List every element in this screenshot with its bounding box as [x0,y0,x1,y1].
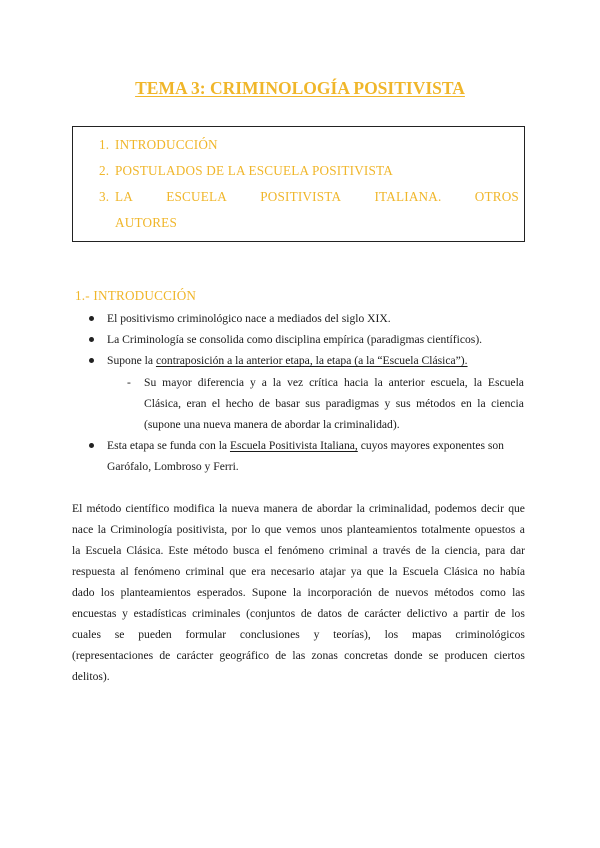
word: delictivo [406,607,448,620]
word: formular [185,628,227,641]
paragraph-line-4 [72,566,525,578]
word: la [356,502,365,515]
underlined-phrase: Escuela Positivista Italiana, [229,439,358,452]
paragraph-line-3 [72,545,525,557]
word: vemos [285,523,317,536]
paragraph-line-5 [72,587,525,599]
word: la [477,397,486,410]
bullet-item-4: Esta etapa se funda con la Escuela Positivista Italiana, cuyos mayores exponentes son [107,439,504,452]
word: pueden [138,628,172,641]
toc-item-3-line-2: AUTORES [115,215,177,230]
word: teorías), [333,628,371,641]
word: dado [72,586,95,599]
subitem-line-3: (supone una nueva manera de abordar la criminalidad). [144,418,400,431]
word: el [211,397,221,410]
word: positivista, [176,523,228,536]
underlined-phrase: contraposición a la anterior etapa, la etapa (a la “Escuela Clásica”). [155,354,468,367]
word: de [300,607,312,620]
paragraph-line-9: delitos). [72,670,110,683]
word: a [452,607,459,620]
word: Supone [251,586,287,599]
word: esperados. [197,586,246,599]
word: los [511,607,525,620]
word: producen [444,649,488,662]
word: busca [232,544,260,557]
word: era [251,565,266,578]
word: incorporación [307,586,372,599]
word: lo [251,523,261,536]
word: y [122,607,128,620]
word: la [374,376,383,389]
word: zonas [311,649,338,662]
word: que [508,502,525,515]
word: geográfico [219,649,269,662]
word: de [494,607,506,620]
word: El [72,502,83,515]
word: y [249,376,256,389]
toc-item-3-line-1: LA ESCUELA POSITIVISTA ITALIANA. OTROS [115,189,519,204]
paragraph-line-1 [72,503,525,515]
word: la [272,376,282,389]
word: necesario [270,565,315,578]
word: carácter [364,607,401,620]
word: las [292,649,306,662]
word: Clásica, [144,397,182,410]
word: manera [263,502,298,515]
word: a [261,376,267,389]
word: criminal [328,544,368,557]
word: Escuela [487,376,524,389]
word: estadísticas [133,607,187,620]
word: modifica [173,502,215,515]
word: mapas [411,628,442,641]
word: hecho [225,397,254,410]
word: sus [305,397,321,410]
word: ciertos [493,649,525,662]
word: nuevos [395,586,429,599]
word: la [388,565,398,578]
word: la [218,502,228,515]
word: para [485,544,506,557]
word: planteamientos [346,523,418,536]
word: mayor [162,376,192,389]
word: cuales [72,628,101,641]
word: criminológicos [455,628,525,641]
bullet-item-2: La Criminología se consolida como disciplina empírica (paradigmas científicos). [107,333,483,346]
word: escuela, [430,376,468,389]
word: eran [186,397,207,410]
bullet-icon [89,358,94,363]
word: la [473,376,482,389]
word: de [378,586,390,599]
word: donde [394,649,423,662]
bullet-icon [89,316,94,321]
word: la [97,523,106,536]
word: que [366,565,384,578]
subitem-line-2 [144,398,524,410]
word: no [483,565,495,578]
word: había [499,565,525,578]
word: carácter [176,649,214,662]
word: ciencia, [444,544,481,557]
word: de [415,544,427,557]
bullet-item-4-line-2: Garófalo, Lombroso y Ferri. [107,460,239,473]
word: método [86,502,122,515]
word: través [382,544,411,557]
section-heading: 1.- INTRODUCCIÓN [75,288,197,303]
word: Clásica. [126,544,164,557]
word: de [258,397,270,410]
word: abordar [316,502,353,515]
word: nace [72,523,94,536]
bullet-item-1: El positivismo criminológico nace a mediados del siglo XIX. [107,312,391,325]
word: Clásica [443,565,478,578]
bullet-item-3: Supone la contraposición a la anterior etapa, la etapa (a la “Escuela Clásica”). [107,354,468,367]
word: se [428,649,439,662]
word: criminalidad, [369,502,431,515]
dash-marker: - [127,376,131,389]
bullet-icon [89,337,94,342]
word: (representaciones [72,649,154,662]
word: atajar [319,565,346,578]
word: planteamientos [120,586,191,599]
word: científico [125,502,170,515]
word: Este [168,544,189,557]
document-title: TEMA 3: CRIMINOLOGÍA POSITIVISTA [135,78,465,98]
word: basar [275,397,300,410]
word: y [384,397,391,410]
word: opuestos [474,523,516,536]
word: Criminología [110,523,173,536]
word: Escuela [85,544,122,557]
word: dar [510,544,525,557]
word: al [120,565,129,578]
word: de [301,502,313,515]
subitem-line-1 [144,377,524,389]
word: que [264,523,282,536]
word: podemos [434,502,477,515]
word: las [512,586,525,599]
word: los [100,586,115,599]
word: unos [320,523,343,536]
word: fenómeno [133,565,181,578]
word: respuesta [72,565,116,578]
paragraph-line-6 [72,608,525,620]
word: métodos [434,586,474,599]
word: (conjuntos [246,607,296,620]
word: concretas [344,649,388,662]
toc-item-3: 3. LA ESCUELA POSITIVISTA ITALIANA. OTROS AUTORES [99,189,519,230]
word: la [431,544,440,557]
word: crítica [309,376,339,389]
word: encuestas [72,607,117,620]
word: paradigmas [325,397,380,410]
word: Escuela [402,565,439,578]
word: diferencia [197,376,245,389]
word: datos [317,607,342,620]
paragraph-line-8 [72,650,525,662]
word: y [313,628,320,641]
table-of-contents: 1. INTRODUCCIÓN 2. POSTULADOS DE LA ESCUELA POSITIVISTA 3. LA ESCUELA POSITIVISTA ITALIANA. OTROS AUTORES [72,126,525,242]
word: criminales [192,607,241,620]
word: de [347,607,359,620]
word: criminal [185,565,225,578]
word: la [72,544,81,557]
word: método [193,544,229,557]
word: ya [350,565,362,578]
word: partir [463,607,489,620]
word: de [159,649,171,662]
word: conclusiones [239,628,300,641]
word: la [292,586,302,599]
word: como [480,586,506,599]
word: fenómeno [277,544,325,557]
word: totalmente [421,523,471,536]
paragraph-line-2 [72,524,525,536]
word: vez [287,376,304,389]
word: se [114,628,125,641]
word: el [264,544,273,557]
word: los [384,628,399,641]
word: que [229,565,247,578]
word: decir [480,502,504,515]
word: sus [395,397,411,410]
word: a [372,544,378,557]
bullet-icon [89,443,94,448]
word: en [460,397,472,410]
word: métodos [416,397,456,410]
word: de [275,649,287,662]
word: nueva [231,502,260,515]
word: por [231,523,248,536]
paragraph-line-7 [72,629,525,641]
word: a [519,523,525,536]
word: ciencia [491,397,524,410]
word: Su [144,376,157,389]
word: anterior [388,376,425,389]
word: hacia [343,376,369,389]
